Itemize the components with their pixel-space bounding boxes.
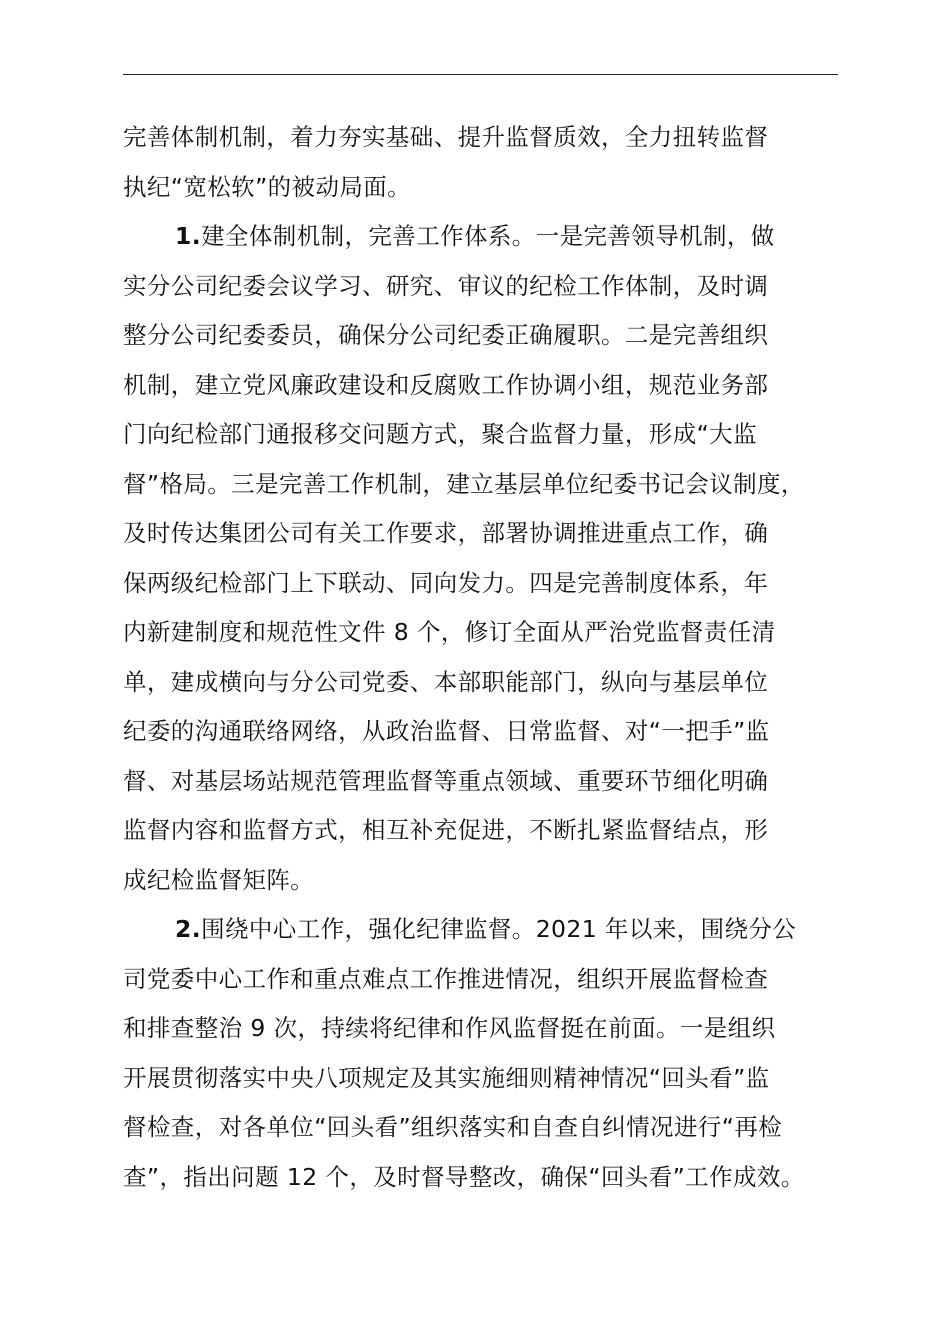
paragraph-line: 纪委的沟通联络网络，从政治监督、日常监督、对“一把手”监 [123, 717, 770, 745]
paragraph-line: 完善体制机制，着力夯实基础、提升监督质效，全力扭转监督 [123, 123, 769, 151]
section-number: 1. [175, 222, 202, 250]
paragraph-line: 机制，建立党风廉政建设和反腐败工作协调小组，规范业务部 [123, 370, 769, 399]
paragraph-line: 内新建制度和规范性文件 8 个，修订全面从严治党监督责任清 [123, 618, 776, 646]
paragraph-line: 保两级纪检部门上下联动、同向发力。四是完善制度体系，年 [123, 568, 769, 597]
paragraph-line: 实分公司纪委会议学习、研究、审议的纪检工作体制，及时调 [123, 271, 769, 300]
paragraph-line: 督、对基层场站规范管理监督等重点领域、重要环节细化明确 [123, 766, 769, 795]
paragraph-line: 执纪“宽松软”的被动局面。 [123, 172, 412, 201]
section-number: 2. [175, 915, 202, 943]
section-heading-text: 围绕中心工作，强化纪律监督。2021 年以来，围绕分公 [201, 915, 797, 943]
paragraph-line: 监督内容和监督方式，相互补充促进，不断扎紧监督结点，形 [123, 816, 769, 844]
section-heading-text: 建全体制机制，完善工作体系。一是完善领导机制，做 [201, 222, 775, 250]
paragraph-line: 和排查整治 9 次，持续将纪律和作风监督挺在前面。一是组织 [123, 1014, 776, 1042]
section-heading-line [175, 905, 796, 955]
header-rule [123, 74, 838, 75]
paragraph-line: 及时传达集团公司有关工作要求，部署协调推进重点工作，确 [123, 519, 769, 547]
paragraph-line: 督检查，对各单位“回头看”组织落实和自查自纠情况进行“再检 [123, 1113, 783, 1141]
section-heading-line [175, 212, 775, 262]
paragraph-line: 成纪检监督矩阵。 [123, 865, 315, 894]
paragraph-line: 门向纪检部门通报移交问题方式，聚合监督力量，形成“大监 [123, 420, 757, 448]
paragraph-line: 司党委中心工作和重点难点工作推进情况，组织开展监督检查 [123, 964, 769, 993]
paragraph-line: 整分公司纪委委员，确保分公司纪委正确履职。二是完善组织 [123, 321, 769, 349]
paragraph-line: 查”，指出问题 12 个，及时督导整改，确保“回头看”工作成效。 [123, 1162, 805, 1191]
paragraph-line: 单，建成横向与分公司党委、本部职能部门，纵向与基层单位 [123, 667, 769, 696]
paragraph-line: 开展贯彻落实中央八项规定及其实施细则精神情况“回头看”监 [123, 1063, 770, 1092]
paragraph-line: 督”格局。三是完善工作机制，建立基层单位纪委书记会议制度， [123, 469, 805, 498]
